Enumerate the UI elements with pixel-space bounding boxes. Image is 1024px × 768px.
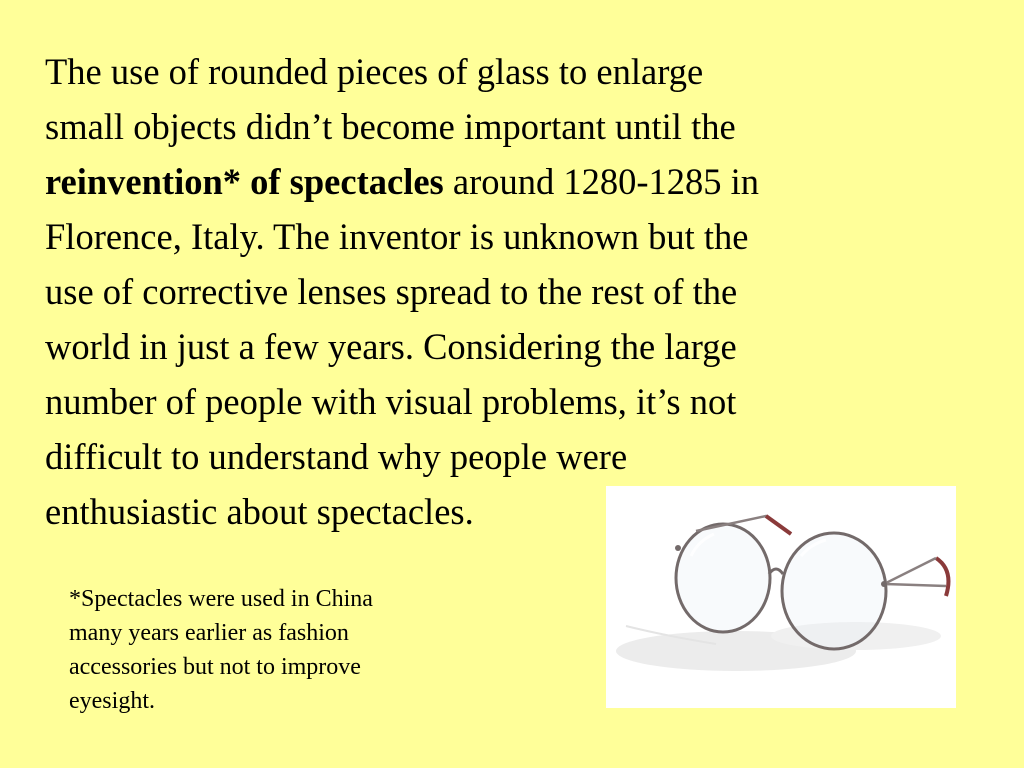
right-lens — [782, 533, 886, 649]
paragraph-line: Florence, Italy. The inventor is unknown but the — [45, 216, 749, 257]
left-lens — [676, 524, 770, 632]
paragraph-line: world in just a few years. Considering the large — [45, 326, 737, 367]
paragraph-line: The use of rounded pieces of glass to enlarge — [45, 51, 704, 92]
paragraph-line: enthusiastic about spectacles. — [45, 491, 474, 532]
footnote-line: many years earlier as fashion — [69, 620, 349, 646]
footnote-line: *Spectacles were used in China — [69, 586, 373, 612]
footnote-line: eyesight. — [69, 688, 155, 714]
footnote — [69, 582, 529, 718]
paragraph-line: difficult to understand why people were — [45, 436, 628, 477]
paragraph-line-rest: around 1280-1285 in — [443, 161, 760, 202]
main-paragraph — [45, 44, 980, 539]
paragraph-line — [45, 154, 980, 209]
bold-term: reinvention* of spectacles — [45, 161, 444, 202]
paragraph-line: number of people with visual problems, it’s not — [45, 381, 737, 422]
footnote-line: accessories but not to improve — [69, 654, 361, 680]
spectacles-icon — [606, 486, 956, 708]
paragraph-line: small objects didn’t become important until the — [45, 106, 736, 147]
paragraph-line: use of corrective lenses spread to the rest of the — [45, 271, 738, 312]
spectacles-photo — [606, 486, 956, 708]
